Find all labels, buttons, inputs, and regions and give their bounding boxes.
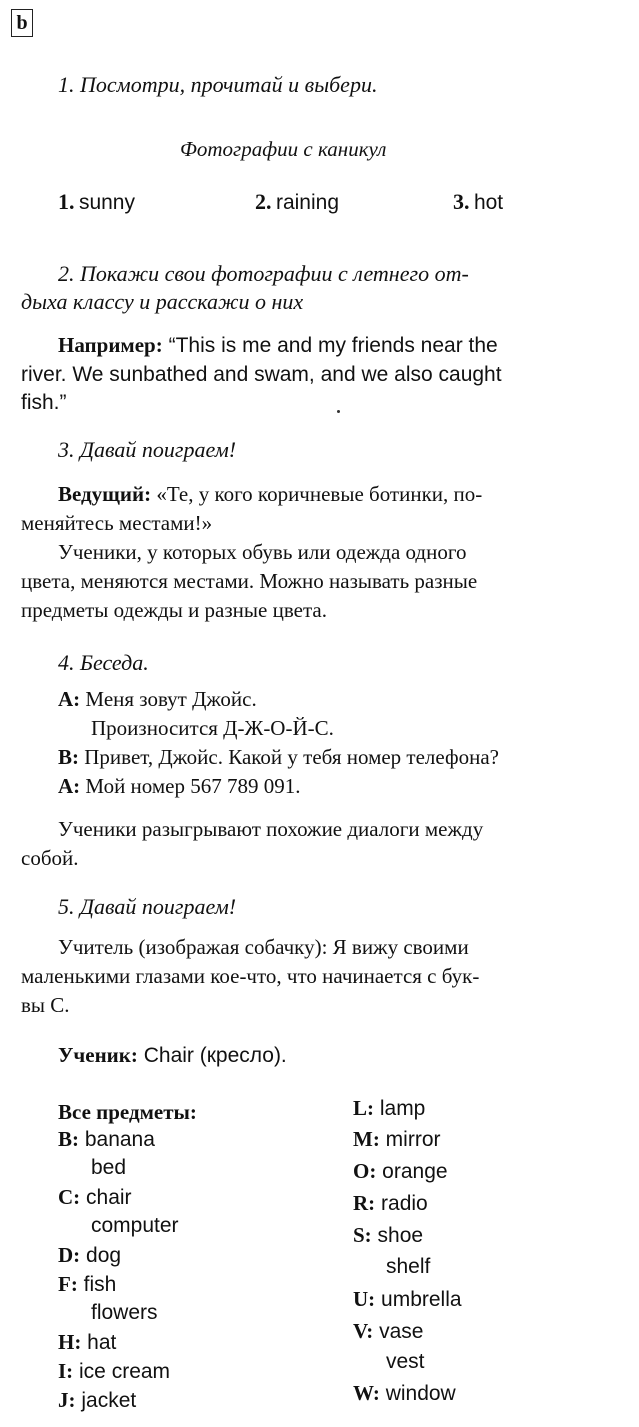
item-word: hat [87, 1331, 117, 1354]
ex5-title: 5. Давай поиграем! [58, 894, 237, 919]
item-row [353, 1127, 441, 1152]
dialog-line-b [58, 745, 499, 770]
dialog-line-a1-cont: Произносится Д-Ж-О-Й-С. [91, 716, 334, 740]
section-badge: b [11, 9, 33, 37]
speaker-b-label: B: [58, 745, 79, 769]
ex5-paragraph-line-1: Учитель (изображая собачку): Я вижу своими [58, 935, 469, 959]
option-word: sunny [78, 191, 135, 214]
item-row [58, 1359, 170, 1384]
ex3-title: 3. Давай поиграем! [58, 437, 237, 462]
student-line [58, 1043, 287, 1068]
ex4-paragraph-line-1: Ученики разыгрывают похожие диалоги между [58, 817, 484, 841]
ex2-example-line-2: river. We sunbathed and swam, and we also caught [21, 363, 502, 386]
item-word: chair [86, 1186, 132, 1209]
item-letter: H: [58, 1330, 82, 1354]
ex1-option-1 [58, 189, 135, 215]
item-word: ice cream [79, 1360, 171, 1383]
leader-label: Ведущий: [58, 482, 152, 506]
example-text: “This is me and my friends near the [168, 334, 498, 357]
item-letter: F: [58, 1272, 78, 1296]
dialog-text: Меня зовут Джойс. [85, 687, 257, 711]
item-letter: R: [353, 1191, 376, 1215]
ex3-leader-line-2: меняйтесь местами!» [21, 511, 213, 535]
item-word: lamp [379, 1097, 426, 1120]
item-word: window [385, 1382, 456, 1405]
ex4-title: 4. Беседа. [58, 650, 149, 675]
item-row [353, 1287, 462, 1312]
ex1-option-3 [453, 189, 503, 215]
item-row [353, 1223, 423, 1248]
item-word: orange [382, 1160, 448, 1183]
student-text: Chair (кресло). [143, 1044, 287, 1067]
item-row [58, 1388, 136, 1413]
ex2-title-line-1: 2. Покажи свои фотографии с летнего от- [58, 261, 469, 286]
ex3-leader-line-1 [58, 482, 482, 507]
item-word: mirror [385, 1128, 441, 1151]
item-row [353, 1096, 425, 1121]
ex4-paragraph-line-2: собой. [21, 846, 79, 870]
item-row [353, 1381, 456, 1406]
item-letter: I: [58, 1359, 74, 1383]
ex3-paragraph-line-3: предметы одежды и разные цвета. [21, 598, 327, 622]
dialog-line-a2 [58, 774, 301, 799]
option-number: 1. [58, 189, 75, 214]
item-word: banana [84, 1128, 155, 1151]
item-letter: S: [353, 1223, 372, 1247]
item-word: vase [379, 1320, 424, 1343]
item-row: vest [386, 1350, 425, 1373]
item-word: jacket [81, 1389, 137, 1412]
ex1-subtitle: Фотографии с каникул [180, 137, 387, 161]
item-letter: C: [58, 1185, 81, 1209]
ex2-example-line-1 [58, 333, 498, 358]
item-row [353, 1319, 423, 1344]
speaker-a-label: A: [58, 687, 81, 711]
item-row [58, 1185, 132, 1210]
ex5-paragraph-line-2: маленькими глазами кое-что, что начинается с бук- [21, 964, 480, 988]
item-letter: B: [58, 1127, 79, 1151]
item-letter: M: [353, 1127, 380, 1151]
item-row [58, 1127, 155, 1152]
dialog-text: Мой номер 567 789 091. [85, 774, 301, 798]
ex3-paragraph-line-2: цвета, меняются местами. Можно называть разные [21, 569, 478, 593]
item-letter: O: [353, 1159, 377, 1183]
item-letter: V: [353, 1319, 374, 1343]
item-row: bed [91, 1156, 127, 1179]
item-row [58, 1272, 116, 1297]
item-row [353, 1191, 428, 1216]
option-number: 2. [255, 189, 272, 214]
dialog-text: Привет, Джойс. Какой у тебя номер телефона? [84, 745, 499, 769]
item-letter: U: [353, 1287, 376, 1311]
option-number: 3. [453, 189, 470, 214]
ex3-paragraph-line-1: Ученики, у которых обувь или одежда одного [58, 540, 467, 564]
option-word: hot [473, 191, 504, 214]
item-word: fish [83, 1273, 117, 1296]
ex1-option-2 [255, 189, 339, 215]
ex2-title-line-2: дыха классу и расскажи о них [21, 289, 304, 314]
ex1-title: 1. Посмотри, прочитай и выбери. [58, 72, 378, 97]
item-row: computer [91, 1214, 179, 1237]
dialog-line-a1 [58, 687, 257, 712]
ex5-paragraph-line-3: вы С. [21, 993, 70, 1017]
item-row [353, 1159, 448, 1184]
item-letter: D: [58, 1243, 81, 1267]
item-row [58, 1243, 121, 1268]
option-word: raining [275, 191, 339, 214]
item-row [58, 1330, 116, 1355]
ex2-example-line-3: fish.” [21, 391, 67, 414]
example-label: Например: [58, 333, 163, 357]
item-row: shelf [386, 1255, 431, 1278]
item-row: flowers [91, 1301, 158, 1324]
stray-dot [337, 410, 340, 413]
item-word: dog [86, 1244, 122, 1267]
leader-text: «Те, у кого коричневые ботинки, по- [156, 482, 483, 506]
item-letter: L: [353, 1096, 374, 1120]
item-letter: W: [353, 1381, 380, 1405]
speaker-a-label: A: [58, 774, 81, 798]
item-word: radio [381, 1192, 428, 1215]
item-letter: J: [58, 1388, 76, 1412]
all-items-label: Все предметы: [58, 1100, 197, 1124]
student-label: Ученик: [58, 1043, 138, 1067]
item-word: shoe [377, 1224, 424, 1247]
item-word: umbrella [381, 1288, 462, 1311]
